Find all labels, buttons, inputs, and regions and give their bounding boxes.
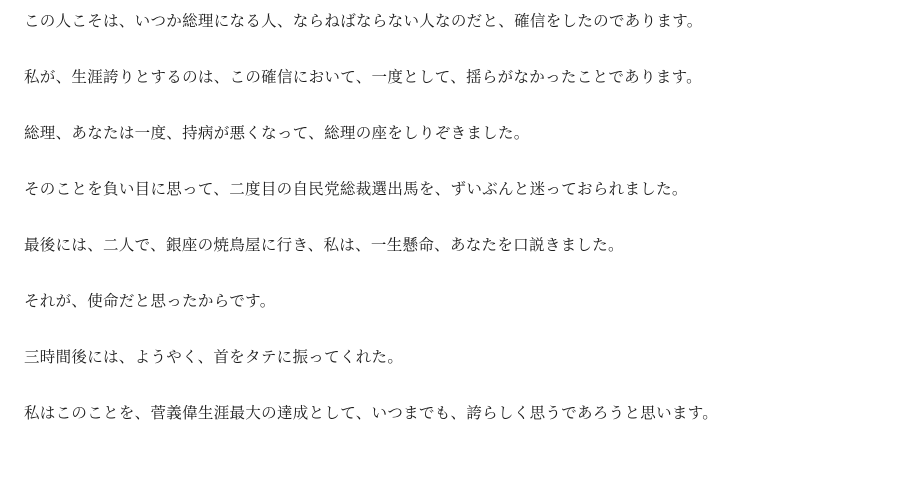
paragraph: 三時間後には、ようやく、首をタテに振ってくれた。 — [24, 349, 404, 367]
paragraph: 私が、生涯誇りとするのは、この確信において、一度として、揺らがなかったことであります。 — [24, 69, 702, 87]
paragraph: 最後には、二人で、銀座の焼鳥屋に行き、私は、一生懸命、あなたを口説きました。 — [24, 237, 624, 255]
paragraph: それが、使命だと思ったからです。 — [24, 293, 276, 311]
paragraph: そのことを負い目に思って、二度目の自民党総裁選出馬を、ずいぶんと迷っておられました。 — [24, 181, 688, 199]
paragraph: この人こそは、いつか総理になる人、ならねばならない人なのだと、確信をしたのであります。 — [24, 13, 703, 30]
paragraph: 私はこのことを、菅義偉生涯最大の達成として、いつまでも、誇らしく思うであろうと思います。 — [24, 405, 719, 423]
paragraph: 総理、あなたは一度、持病が悪くなって、総理の座をしりぞきました。 — [24, 125, 530, 143]
